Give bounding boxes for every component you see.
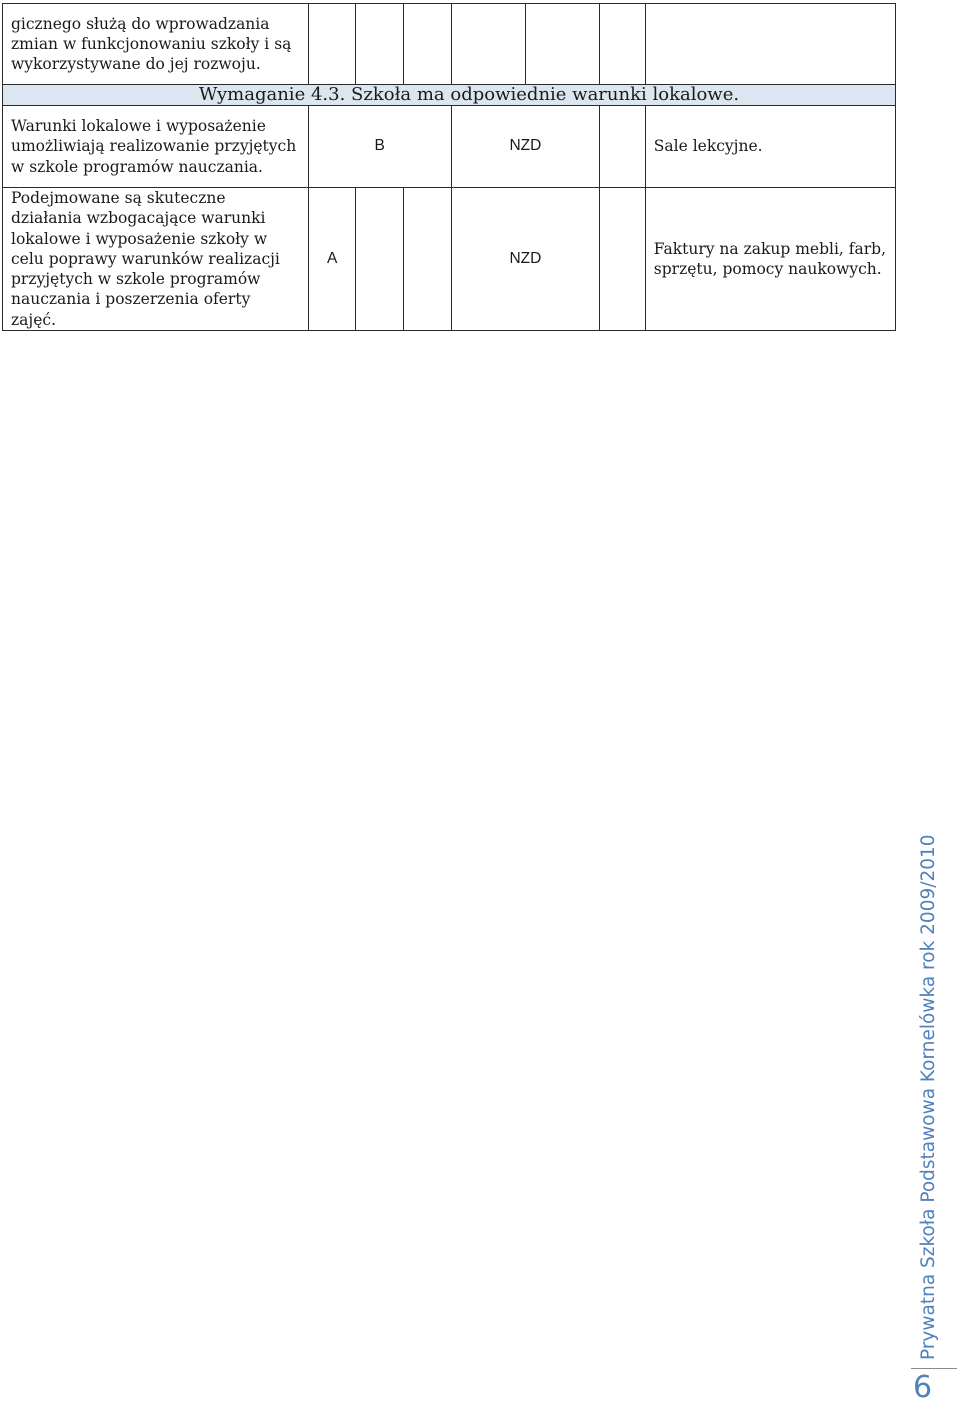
status-cell bbox=[525, 4, 599, 85]
spacer-cell bbox=[600, 106, 645, 188]
source-text: Faktury na zakup mebli, farb, sprzętu, pomocy naukowych. bbox=[653, 239, 887, 278]
page-number: 6 bbox=[913, 1370, 933, 1405]
requirement-cell bbox=[3, 85, 896, 106]
source-cell bbox=[645, 106, 895, 188]
criterion-text: Podejmowane są skuteczne działania wzbogacające warunki lokalowe i wyposażenie szkoły w celu poprawy warunków realizacji przyjętych w szkole programów nauczania i poszerzenia oferty zajęć. bbox=[11, 189, 280, 329]
criterion-text: Warunki lokalowe i wyposażenie umożliwiają realizowanie przyjętych w szkole programów nauczania. bbox=[11, 117, 297, 176]
level-c-cell bbox=[403, 188, 451, 331]
level-a-cell bbox=[308, 4, 356, 85]
level-c-cell bbox=[403, 4, 451, 85]
requirement-row bbox=[3, 85, 896, 106]
source-cell bbox=[645, 188, 895, 331]
status-cell bbox=[451, 106, 600, 188]
criterion-text: gicznego służą do wprowadzania zmian w funkcjonowaniu szkoły i są wykorzystywane do jej rozwoju. bbox=[11, 14, 292, 74]
status-text: NZD bbox=[509, 249, 542, 267]
criterion-cell bbox=[3, 4, 309, 85]
evaluation-table bbox=[2, 3, 896, 331]
level-b-cell bbox=[308, 106, 451, 188]
table-row bbox=[3, 106, 896, 188]
requirement-heading: Wymaganie 4.3. Szkoła ma odpowiednie warunki lokalowe. bbox=[198, 84, 740, 105]
spacer-cell bbox=[600, 188, 645, 331]
table-row bbox=[3, 188, 896, 331]
level-a-cell bbox=[308, 188, 356, 331]
footer-school-label: Prywatna Szkoła Podstawowa Kornelówka rok 2009/2010 bbox=[918, 834, 939, 1360]
criterion-cell bbox=[3, 106, 309, 188]
source-cell bbox=[645, 4, 895, 85]
status-text: NZD bbox=[509, 137, 542, 155]
table-row bbox=[3, 4, 896, 85]
spacer-cell bbox=[600, 4, 645, 85]
criterion-cell bbox=[3, 188, 309, 331]
status-cell bbox=[451, 188, 600, 331]
level-b-mark: B bbox=[374, 137, 385, 155]
level-a-mark: A bbox=[327, 249, 338, 267]
level-b-cell bbox=[356, 188, 404, 331]
footer-divider bbox=[911, 1368, 957, 1369]
level-d-cell bbox=[451, 4, 525, 85]
level-b-cell bbox=[356, 4, 404, 85]
source-text: Sale lekcyjne. bbox=[653, 137, 763, 156]
